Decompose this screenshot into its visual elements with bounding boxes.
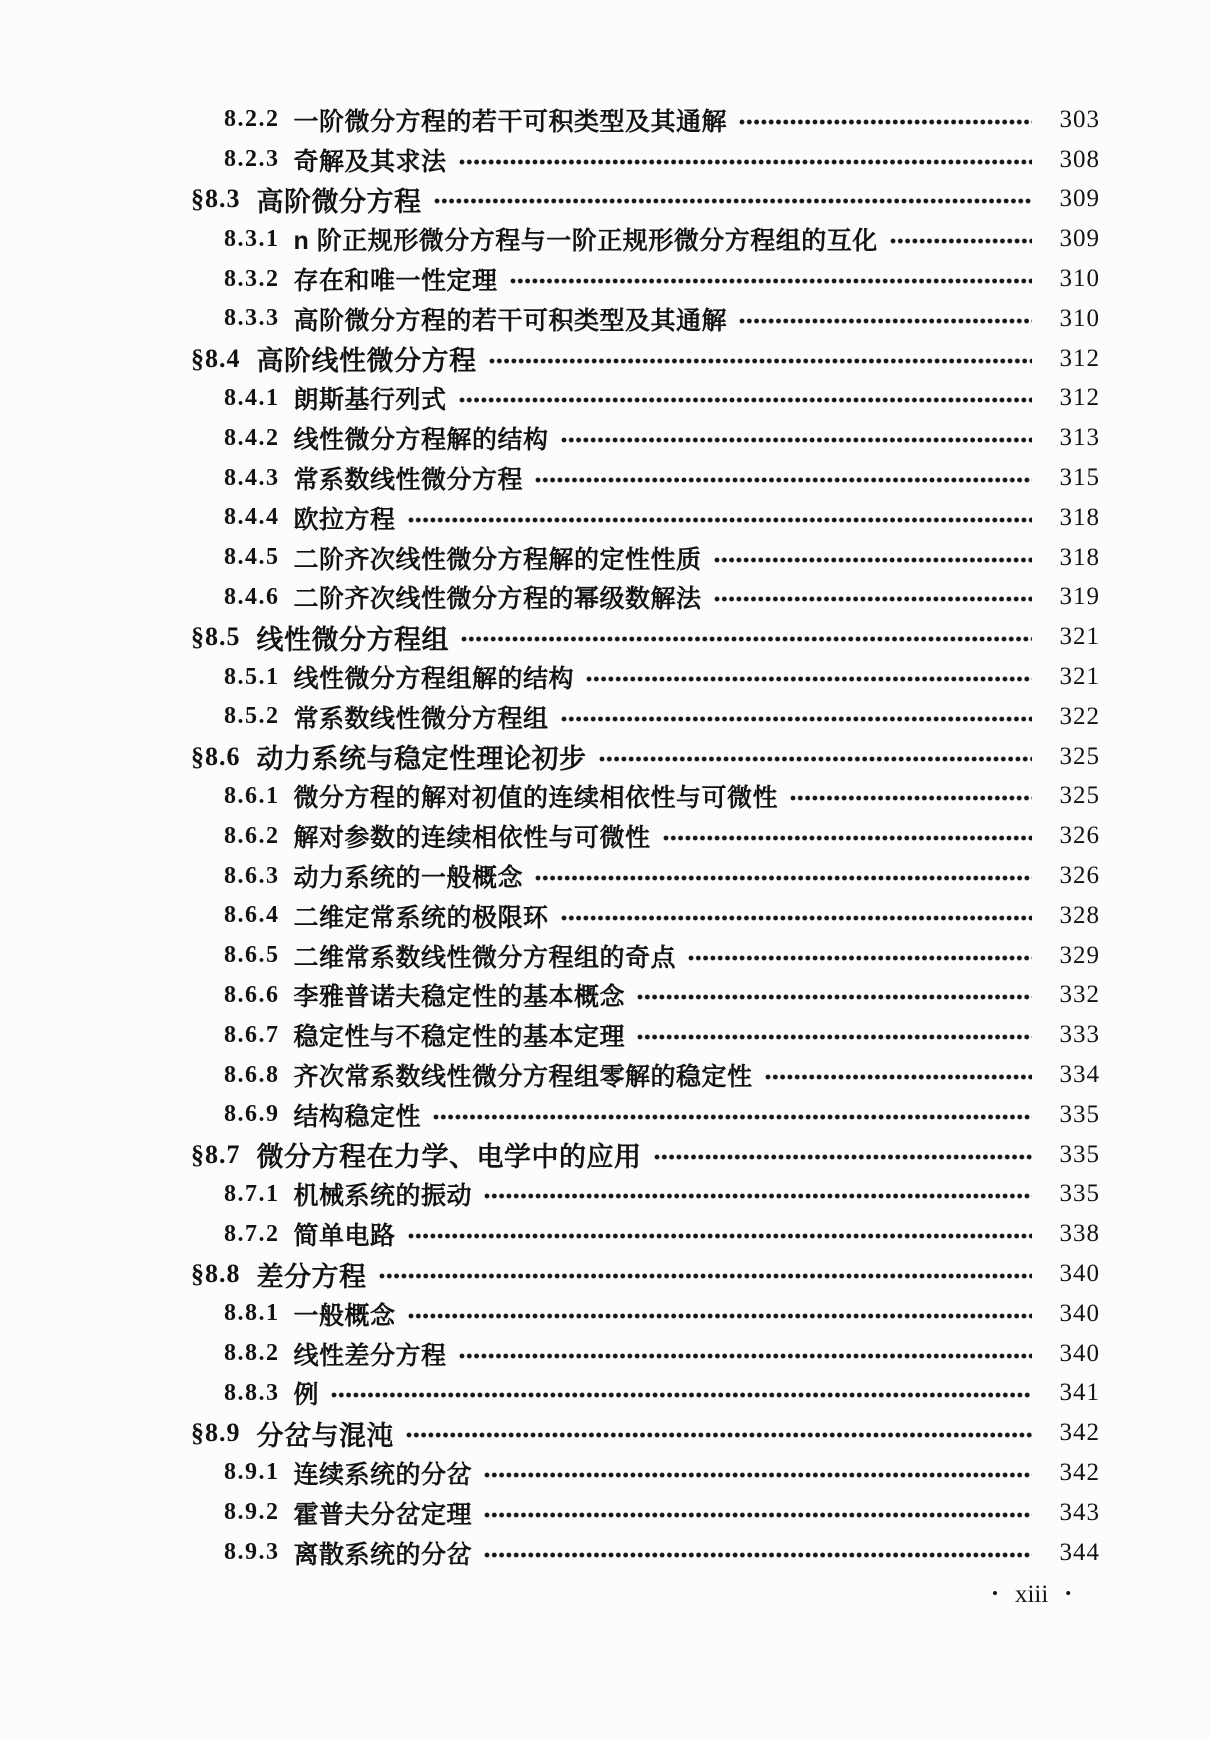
toc-entry [186,1254,1100,1294]
toc-entry [186,180,1100,220]
entry-page-number: 340 [1059,1299,1100,1327]
dot-leader [714,596,1032,602]
entry-title: 微分方程的解对初值的连续相依性与可微性 [293,784,779,813]
dot-leader [489,358,1033,364]
page-folio [992,1581,1071,1609]
entry-page-number: 310 [1059,304,1100,332]
dot-leader [408,1313,1032,1319]
entry-title: 常系数线性微分方程组 [293,704,549,733]
entry-page-number: 309 [1059,225,1100,253]
entry-number: 8.8.2 [224,1340,280,1367]
entry-page-number: 312 [1059,384,1100,412]
entry-number: §8.9 [191,1418,241,1448]
entry-page-number: 318 [1059,503,1100,531]
dot-leader [663,835,1032,841]
entry-number: 8.6.8 [224,1061,280,1088]
entry-number: §8.8 [191,1259,241,1288]
dot-leader [484,1552,1032,1558]
entry-number: 8.4.4 [224,504,280,531]
toc-entry [186,657,1100,697]
toc-entry [186,259,1100,299]
dot-leader [561,716,1032,722]
toc-entry [186,936,1100,976]
entry-number: 8.3.3 [224,305,280,332]
dot-leader [406,1432,1032,1438]
entry-number: 8.6.7 [224,1021,280,1048]
entry-title: 稳定性与不稳定性的基本定理 [293,1023,626,1052]
dot-leader [379,1273,1033,1279]
toc-entry [186,896,1100,936]
entry-page-number: 334 [1059,1061,1100,1089]
toc-entry [186,1413,1100,1453]
dot-leader [459,1353,1032,1359]
entry-number: 8.2.3 [224,146,280,173]
toc-entry [186,458,1100,498]
entry-title: 微分方程在力学、电学中的应用 [256,1142,642,1173]
dot-leader [599,756,1033,762]
dot-leader [484,1512,1032,1518]
entry-number: 8.9.3 [224,1539,280,1566]
entry-number: 8.3.1 [224,225,280,252]
toc-entry [186,737,1100,777]
entry-title: 高阶线性微分方程 [256,346,477,377]
folio-left-bullet-icon: • [992,1584,998,1603]
dot-leader [484,1472,1032,1478]
entry-number: 8.9.2 [224,1499,280,1526]
dot-leader [484,1193,1032,1199]
toc-entry [186,617,1100,657]
entry-page-number: 315 [1059,464,1100,492]
entry-number: 8.5.2 [224,703,280,730]
entry-page-number: 338 [1059,1220,1100,1248]
toc-list [186,100,1100,1572]
dot-leader [561,437,1032,443]
entry-title: 二维常系数线性微分方程组的奇点 [293,943,677,972]
dot-leader [654,1154,1033,1160]
entry-title: 差分方程 [256,1261,367,1292]
folio-page-number: xiii [1014,1581,1049,1608]
entry-number: 8.4.6 [224,583,280,610]
entry-title: 李雅普诺夫稳定性的基本概念 [293,983,626,1012]
entry-page-number: 342 [1059,1419,1100,1447]
entry-title: 奇解及其求法 [293,147,447,176]
entry-number: 8.8.3 [224,1379,280,1406]
entry-page-number: 343 [1059,1498,1100,1526]
entry-title: 霍普夫分岔定理 [293,1500,473,1529]
entry-title: 二阶齐次线性微分方程解的定性性质 [293,545,702,574]
toc-entry [186,140,1100,180]
toc-entry [186,1334,1100,1374]
toc-entry [186,1533,1100,1573]
toc-entry [186,339,1100,379]
entry-number: 8.6.6 [224,981,280,1008]
dot-leader [535,875,1032,881]
entry-title: 离散系统的分岔 [293,1540,473,1569]
dot-leader [890,238,1032,244]
entry-page-number: 313 [1059,424,1100,452]
entry-title: 例 [293,1381,320,1410]
dot-leader [510,278,1032,284]
toc-entry [186,379,1100,419]
entry-number: §8.4 [191,343,241,373]
toc-entry [186,100,1100,140]
entry-title: n 阶正规形微分方程与一阶正规形微分方程组的互化 [293,227,878,256]
entry-number: 8.4.5 [224,544,280,571]
entry-page-number: 312 [1059,344,1100,372]
entry-page-number: 310 [1059,265,1100,293]
toc-entry [186,498,1100,538]
toc-entry [186,816,1100,856]
toc-entry [186,219,1100,259]
entry-number: 8.4.1 [224,384,280,411]
entry-title: 存在和唯一性定理 [293,267,498,296]
toc-entry [186,538,1100,578]
entry-number: §8.6 [191,741,241,771]
entry-page-number: 335 [1059,1180,1100,1208]
dot-leader [408,1233,1032,1239]
entry-number: 8.6.5 [224,942,280,969]
entry-page-number: 335 [1059,1140,1100,1168]
entry-title: 高阶微分方程的若干可积类型及其通解 [293,306,728,335]
entry-page-number: 325 [1059,742,1100,770]
dot-leader [331,1392,1032,1398]
toc-entry [186,1015,1100,1055]
toc-entry [186,418,1100,458]
dot-leader [459,397,1032,403]
entry-number: 8.2.2 [224,106,280,133]
entry-number: 8.6.2 [224,822,280,849]
dot-leader [739,318,1032,324]
entry-page-number: 319 [1059,583,1100,611]
toc-entry [186,299,1100,339]
entry-title: 动力系统与稳定性理论初步 [256,744,587,775]
toc-entry [186,1214,1100,1254]
dot-leader [586,676,1032,682]
entry-page-number: 318 [1059,543,1100,571]
dot-leader [637,1034,1032,1040]
entry-title: 线性微分方程组 [256,624,449,655]
dot-leader [408,517,1032,523]
entry-number: §8.3 [191,184,241,214]
entry-number: 8.7.1 [224,1180,280,1207]
toc-entry [186,1175,1100,1215]
toc-entry [186,1055,1100,1095]
entry-title: 欧拉方程 [293,505,396,534]
toc-entry [186,1453,1100,1493]
entry-number: 8.6.4 [224,902,280,929]
entry-title: 机械系统的振动 [293,1182,473,1211]
entry-page-number: 303 [1059,105,1100,133]
dot-leader [461,636,1032,642]
dot-leader [637,994,1032,1000]
entry-title: 常系数线性微分方程 [293,466,524,495]
entry-number: 8.4.2 [224,424,280,451]
entry-title: 结构稳定性 [293,1102,422,1131]
entry-page-number: 340 [1059,1260,1100,1287]
toc-entry [186,1135,1100,1175]
entry-number: 8.6.9 [224,1101,280,1128]
dot-leader [433,1114,1032,1120]
dot-leader [459,159,1032,165]
entry-page-number: 344 [1059,1538,1100,1566]
entry-title: 动力系统的一般概念 [293,864,524,893]
entry-page-number: 341 [1059,1379,1100,1407]
toc-entry [186,777,1100,817]
dot-leader [535,477,1032,483]
entry-page-number: 332 [1059,981,1100,1009]
entry-page-number: 329 [1059,941,1100,969]
toc-entry [186,1294,1100,1334]
entry-title: 线性差分方程 [293,1341,447,1370]
entry-page-number: 321 [1059,623,1100,651]
entry-page-number: 326 [1059,822,1100,850]
entry-page-number: 335 [1059,1100,1100,1128]
entry-number: 8.9.1 [224,1459,280,1486]
entry-number: §8.5 [191,622,241,652]
entry-page-number: 326 [1059,862,1100,890]
entry-title: 朗斯基行列式 [293,386,447,415]
entry-title: 二阶齐次线性微分方程的幂级数解法 [293,585,702,614]
entry-title: 解对参数的连续相依性与可微性 [293,824,651,853]
entry-title: 高阶微分方程 [256,186,422,217]
toc-entry [186,578,1100,618]
entry-page-number: 328 [1059,901,1100,929]
entry-title: 一般概念 [293,1301,396,1330]
toc-entry [186,697,1100,737]
dot-leader [561,915,1032,921]
entry-title: 连续系统的分岔 [293,1460,473,1489]
entry-number: 8.6.3 [224,862,280,889]
entry-number: §8.7 [191,1139,241,1169]
dot-leader [739,119,1032,125]
entry-title: 线性微分方程解的结构 [293,426,549,455]
toc-entry [186,976,1100,1016]
entry-title: 线性微分方程组解的结构 [293,665,575,694]
entry-title: 简单电路 [293,1222,396,1251]
entry-title: 分岔与混沌 [256,1420,394,1451]
entry-page-number: 325 [1059,782,1100,810]
entry-page-number: 342 [1059,1458,1100,1486]
dot-leader [765,1074,1032,1080]
entry-title: 齐次常系数线性微分方程组零解的稳定性 [293,1063,753,1092]
entry-page-number: 309 [1059,185,1100,213]
entry-title: 二维定常系统的极限环 [293,903,549,932]
folio-right-bullet-icon: • [1065,1584,1072,1603]
entry-number: 8.7.2 [224,1220,280,1247]
entry-title: 一阶微分方程的若干可积类型及其通解 [293,107,728,136]
toc-entry [186,1095,1100,1135]
dot-leader [790,795,1032,801]
toc-entry [186,856,1100,896]
entry-page-number: 308 [1059,145,1100,173]
dot-leader [688,955,1032,961]
entry-page-number: 333 [1059,1021,1100,1049]
entry-page-number: 322 [1059,702,1100,730]
entry-number: 8.4.3 [224,464,280,491]
entry-page-number: 321 [1059,663,1100,691]
toc-entry [186,1374,1100,1414]
entry-number: 8.8.1 [224,1300,280,1327]
entry-page-number: 340 [1059,1339,1100,1367]
dot-leader [434,198,1033,204]
entry-number: 8.5.1 [224,663,280,690]
dot-leader [714,557,1032,563]
entry-number: 8.6.1 [224,782,280,809]
entry-number: 8.3.2 [224,265,280,292]
toc-entry [186,1493,1100,1533]
